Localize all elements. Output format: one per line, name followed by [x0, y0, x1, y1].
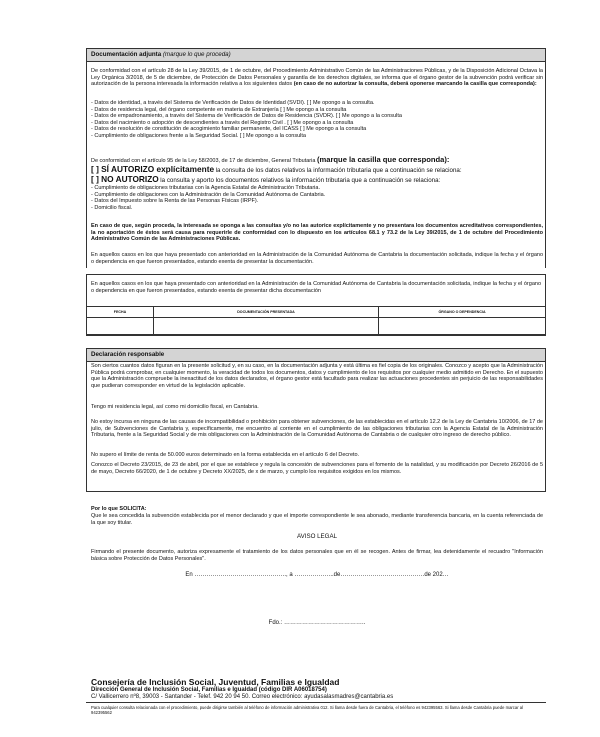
- footer-divider: [86, 702, 546, 703]
- tax-intro-bold: (marque la casilla que corresponda):: [316, 155, 450, 164]
- table-row: [87, 318, 546, 335]
- verification-item[interactable]: - Datos de empadronamiento, a través del Sistema de Verificación de Datos de Residencia (SVDR). [ ] Me opongo a la consulta: [91, 113, 402, 120]
- documentation-note: (marque lo que proceda): [162, 51, 231, 58]
- footer-organization: Consejería de Inclusión Social, Juventud, Familias e Igualdad: [91, 677, 340, 687]
- authorize-no-checkbox[interactable]: [ ] NO AUTORIZO: [91, 174, 159, 184]
- prior-docs-text: En aquellos casos en los que haya presentado con anterioridad en la Administración de la Comunidad Autónoma de Cantabria la documentación solicitada, indique la fecha y el órgano o dependencia en que fueron presentados, estando exenta de presentar dicha documentación: [91, 281, 541, 294]
- declaration-p2: Tengo mi residencia legal, así como mi domicilio fiscal, en Cantabria.: [91, 404, 259, 410]
- legal-text: Firmando el presente documento, autoriza expresamente el tratamiento de los datos personales que en él se recogen. Antes de firmar, lea detenidamente el recuadro "Información básica sobre Protección de Datos Personales".: [91, 549, 543, 562]
- tax-item: - Domicilio fiscal.: [91, 204, 133, 211]
- authorize-no-text: la consulta y aporto los documentos relativos la información tributaria que a continuación se relaciona:: [160, 177, 441, 184]
- documentation-intro-bold: (en caso de no autorizar la consulta, deberá oponerse marcando la casilla que corresponda):: [293, 81, 537, 88]
- tax-item: - Datos del Impuesto sobre la Renta de las Personas Físicas (IRPF).: [91, 198, 259, 205]
- footer-address: C/ Vallicerrero nº8, 39003 - Santander - Telef. 942 20 94 50. Correo electrónico: ayudasalasmadres@cantabria.es: [91, 694, 394, 700]
- tax-intro-text: De conformidad con el artículo 95 de la Ley 58/2003, de 17 de diciembre, General Tributaria: [91, 158, 316, 164]
- verification-item[interactable]: - Datos de identidad, a través del Sistema de Verificación de Datos de Identidad (SVDI). [ ] Me opongo a la consulta.: [91, 100, 375, 106]
- footer-note: Para cualquier consulta relacionada con el procedimiento, puede dirigirse también al teléfono de información administrativa 012. Si llama desde fuera de Cantabria, el teléfono es 942395563. Si llama desde Cantabria puede marcar al 942395562: [91, 705, 524, 716]
- verification-item[interactable]: - Cumplimiento de obligaciones frente a la Seguridad Social. [ ] Me opongo a la consulta: [91, 132, 306, 139]
- body-cell[interactable]: [379, 318, 546, 335]
- consequence-warning: En caso de que, según proceda, la interesada se oponga a las consultas y/o no las autorice explícitamente y no presentara los documentos acreditativos correspondientes, la no aportación de éstos será causa para requerirle de conformidad con lo dispuesto en los artículos 68.1 y 73.2 de la Ley 39/2015, de 1 de octubre del Procedimiento Administrativo Común de las Administraciones Públicas.: [91, 223, 543, 243]
- tax-item: - Cumplimiento de obligaciones tributarias con la Agencia Estatal de Administración Tributaria.: [91, 185, 320, 191]
- date-cell[interactable]: [87, 318, 154, 335]
- tax-list: [91, 185, 543, 211]
- prior-docs-table: [86, 306, 546, 335]
- table-header-row: [87, 307, 546, 318]
- tax-item: - Cumplimiento de obligaciones con la Administración de la Comunidad Autónoma de Cantabria.: [91, 191, 326, 198]
- request-text: Que le sea concedida la subvención establecida por el menor declarado y que el importe correspondiente le sea abonado, mediante transferencia bancaria, en la cuenta referenciada de la que soy titular.: [91, 513, 543, 526]
- declaration-p1: Son ciertos cuantos datos figuran en la presente solicitud y, en su caso, en la documentación adjunta y está última es fiel copia de los originales. Conozco y acepto que la Administración Pública podrá comprobar, en cualquier momento, la veracidad de todos los documentos, datos y cumplimiento de los requisitos por cualquier medio admitido en Derecho. En el supuesto que la Administración compruebe la inexactitud de los datos declarados, el órgano gestor está facultado para realizar las actuaciones procedentes sin perjuicio de las responsabilidades que pudieran corresponder en virtud de la legislación aplicable.: [91, 363, 543, 389]
- legal-title: AVISO LEGAL: [296, 533, 338, 540]
- prior-submission-note: En aquellos casos en los que haya presentado con anterioridad en la Administración de la Comunidad Autónoma de Cantabria la documentación solicitada, indique la fecha y el órgano o dependencia en que fueron presentados, estando exenta de presentar la documentación.: [91, 252, 543, 265]
- documentation-title: Documentación adjunta: [91, 51, 162, 58]
- signature-place-date[interactable]: En ………………………………………., a ………………..de……………………………………de 202…: [185, 572, 449, 578]
- verification-item[interactable]: - Datos de resolución de constitución de acogimiento familiar permanente, del ICASS [ ] Me opongo a la consulta: [91, 126, 367, 133]
- authorize-yes-text: la consulta de los datos relativos la información tributaria que a continuación se relaciona:: [215, 167, 462, 174]
- authorize-yes-checkbox[interactable]: [ ] SÍ AUTORIZO explícitamente: [91, 164, 215, 174]
- request-label: Por lo que SOLICITA:: [91, 506, 147, 512]
- verification-item[interactable]: - Datos de residencia legal, del órgano competente en materia de Extranjería [ ] Me opongo a la consulta: [91, 106, 347, 113]
- documentation-header: [87, 49, 545, 62]
- signature-line[interactable]: Fdo.: …………………………………..: [268, 620, 366, 626]
- declaration-p3: No estoy incursa en ninguna de las causas de incompatibilidad o prohibición para obtener subvenciones, de las establecidas en el artículo 12.2 de la Ley de Cantabria 10/2006, de 17 de julio, de Subvenciones de Cantabria y, específicamente, me encuentro al corriente en el cumplimiento de las obligaciones tributarias con la Agencia Estatal de la Administración Tributaria, frente a la Seguridad Social y de mis obligaciones con la Administración de la Comunidad Autónoma de Cantabria o de cualquier otro ingreso de derecho público.: [91, 419, 543, 439]
- declaration-header: Declaración responsable: [87, 349, 545, 362]
- declaration-p5: Conozco el Decreto 23/2015, de 23 de abril, por el que se establece y regula la concesión de subvenciones para el fomento de la natalidad, y su modificación por Decreto 26/2016 de 5 de mayo, Decreto 66/2020, de 1 de octubre y Decreto XX/2025, de x de marzo, y cumplo los requisitos exigidos en los mismos.: [91, 462, 543, 475]
- footer-direction: Dirección General de Inclusión Social, Familias e Igualdad (código DIR A06018754): [91, 687, 327, 693]
- column-header-document: DOCUMENTACIÓN PRESENTADA: [154, 307, 379, 318]
- documentation-intro: [91, 68, 543, 88]
- declaration-p4: No supero el límite de renta de 50.000 euros determinado en la forma establecida en el artículo 6 del Decreto.: [91, 452, 360, 458]
- column-header-body: ÓRGANO O DEPENDENCIA: [379, 307, 546, 318]
- documentation-intro-text: De conformidad con el artículo 28 de la Ley 39/2015, de 1 de octubre, del Procedimiento Administrativo Común de las Administraciones Públicas, y de la Disposición Adicional Octava la Ley Orgánica 3/2018, de 5 de diciembre, de Protección de Datos Personales y garantía de los derechos digitales, se informa que el órgano gestor de la subvención podrá verificar sin autorización de la persona interesada la información relativa a los siguientes datos: [91, 68, 543, 88]
- document-cell[interactable]: [154, 318, 379, 335]
- column-header-date: FECHA: [87, 307, 154, 318]
- verification-item[interactable]: - Datos del nacimiento o adopción de descendientes a través del Registro Civil . [ ] Me opongo a la consulta: [91, 119, 354, 126]
- verification-list: [91, 100, 543, 140]
